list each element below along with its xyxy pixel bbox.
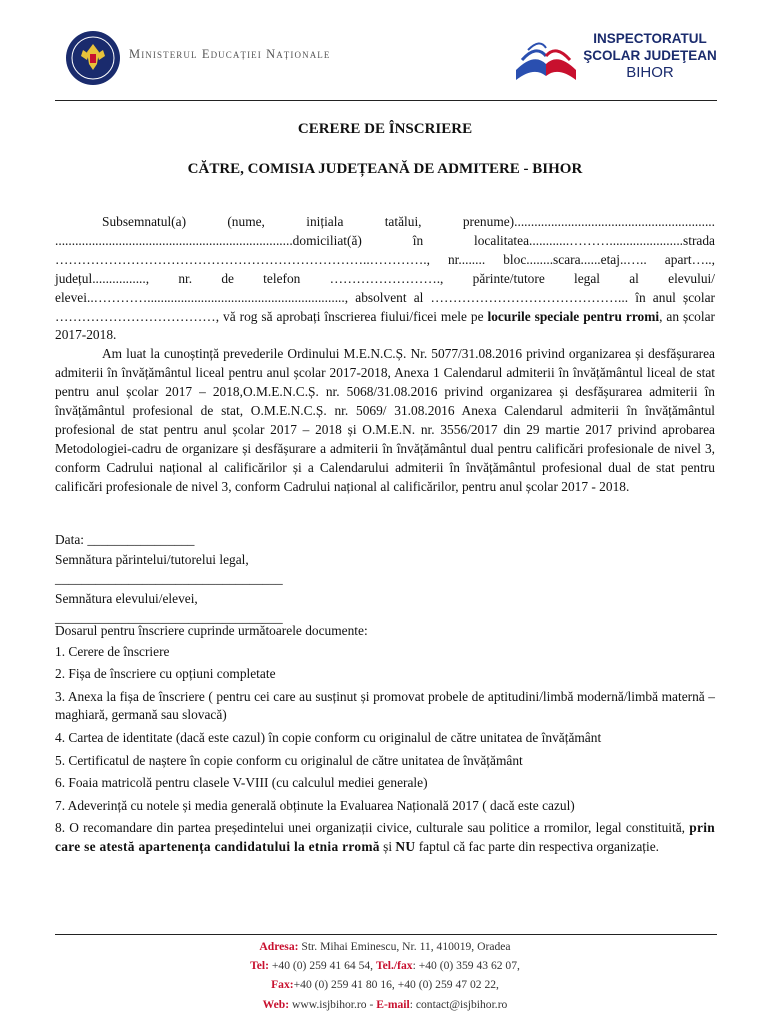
address-label: Adresa: (259, 940, 299, 953)
required-documents (55, 622, 715, 861)
isj-line-1: INSPECTORATUL (593, 31, 707, 46)
tel-label: Tel: (250, 959, 269, 973)
web-link[interactable]: www.isjbihor.ro - (289, 997, 377, 1011)
document-item: 5. Certificatul de naștere în copie conform cu originalul de către unitatea de învățământ (55, 752, 523, 768)
email-link[interactable]: : contact@isjbihor.ro (409, 997, 508, 1011)
telfax-label: Tel./fax (375, 959, 413, 973)
parent-signature-label: Semnătura părintelui/tutorelui legal, (55, 551, 249, 567)
footer-web (0, 995, 770, 1014)
parent-signature-line: __________________________________ (55, 571, 283, 586)
web-label: Web: (262, 997, 290, 1011)
letterhead (55, 26, 717, 100)
document-addressee: CĂTRE, COMISIA JUDEȚEANĂ DE ADMITERE - BIHOR (187, 161, 583, 177)
isj-line-2: ŞCOLAR JUDEŢEAN (583, 48, 717, 63)
document-item-recommendation (55, 819, 715, 856)
item8-text: 8. O recomandare din partea președintelui unei organizații civice, culturale sau politice a rromilor, legal constituită, (55, 820, 690, 836)
document-item: 4. Cartea de identitate (dacă este cazul) în copie conform cu originalul de către unitatea de învățământ (55, 729, 602, 745)
ministry-name: Ministerul Educației Naționale (129, 47, 331, 61)
student-signature-label: Semnătura elevului/elevei, (55, 590, 198, 606)
fax-label: Fax: (271, 978, 294, 992)
document-item: 3. Anexa la fișa de înscriere ( pentru cei care au susținut și promovat probele de aptitudini/limbă modernă/limbă maternă – maghiară, germană sau slovacă) (55, 688, 715, 723)
tel-value: +40 (0) 259 41 64 54, (268, 959, 376, 973)
footer-fax (0, 975, 770, 994)
isj-name (580, 30, 720, 81)
fax-value: +40 (0) 259 41 80 16, +40 (0) 259 47 02 22, (293, 978, 499, 992)
document-title: CERERE DE ÎNSCRIERE (297, 121, 473, 137)
email-label: E-mail (376, 997, 410, 1011)
isj-book-logo-icon (510, 30, 580, 86)
item8-end: faptul că fac parte din respectiva organizație. (415, 838, 660, 854)
signature-block (55, 530, 715, 628)
document-item: 7. Adeverință cu notele și media generală obținute la Evaluarea Națională 2017 ( dacă este cazul) (55, 797, 575, 813)
document-item: 6. Foaia matricolă pentru clasele V-VIII (cu calculul mediei generale) (55, 775, 428, 791)
school-year-text: , an școlar 2017-2018. (55, 308, 715, 343)
romania-government-seal-icon (65, 30, 121, 86)
item8-and: și (379, 838, 396, 854)
footer-phone (0, 956, 770, 975)
item8-bold-not: NU (395, 838, 416, 854)
telfax-value: : +40 (0) 359 43 62 07, (412, 959, 520, 973)
request-text: Subsemnatul(a) (nume, inițiala tatălui, prenume)............................................................ .......................................................................domiciliat(ă) în localitatea............………......................strada ……………………………………………………………..…………., nr........ bloc........scara......etaj..….. apart….., județul................, nr. de telefon ……………………., părinte/tutore legal al elevului/ elevei..…………..........................................................., absolvent al ……………………………………... în anul școlar ………………………………, vă rog să aprobați înscrierea fiului/ficei mele pe (55, 214, 715, 324)
footer-contact (0, 937, 770, 1014)
documents-intro: Dosarul pentru înscriere cuprinde următoarele documente: (55, 623, 368, 638)
date-field: Data: ________________ (55, 532, 195, 547)
footer-address (0, 937, 770, 956)
request-paragraph (55, 213, 715, 345)
student-signature-line: __________________________________ (55, 610, 283, 625)
special-places-text: locurile speciale pentru rromi (487, 308, 660, 324)
header-divider (55, 100, 717, 101)
document-item: 2. Fișa de înscriere cu opțiuni completate (55, 666, 276, 682)
isj-line-3: BIHOR (626, 64, 674, 81)
request-body (55, 213, 715, 497)
document-item: 1. Cerere de înscriere (55, 643, 170, 659)
item8-bold-ethnicity: prin care se atestă apartenența candidatului la etnia rromă (55, 820, 715, 854)
footer-divider (55, 934, 717, 935)
address-value: Str. Mihai Eminescu, Nr. 11, 410019, Oradea (298, 940, 511, 953)
acknowledgement-paragraph: Am luat la cunoștință prevederile Ordinului M.E.N.C.Ș. Nr. 5077/31.08.2016 privind organizarea și desfășurarea admiterii în învățământul liceal pentru anul școlar 2017-2018, Anexa 1 Calendarul admiterii în învățământul liceal de stat pentru anul școlar 2017 – 2018,O.M.E.N.C.Ș. nr. 5068/31.08.2016 privind organizarea și desfășurarea admiterii în învățământul profesional de stat, O.M.E.N.C.Ș. nr. 5069/ 31.08.2016 Anexa Calendarul admiterii în învățământul profesional de stat pentru anul școlar 2017 – 2018 și O.M.E.N. nr. 3556/2017 din 29 martie 2017 privind aprobarea Metodologiei-cadru de organizare și desfășurare a admiterii în învățământul dual pentru calificări profesionale de nivel 3, conform Cadrului național al calificărilor și a Calendarului admiterii în învățământul profesional dual de stat pentru calificări profesionale de nivel 3, conform Cadrului național al calificărilor, pentru anul școlar 2017 - 2018. (55, 346, 715, 494)
